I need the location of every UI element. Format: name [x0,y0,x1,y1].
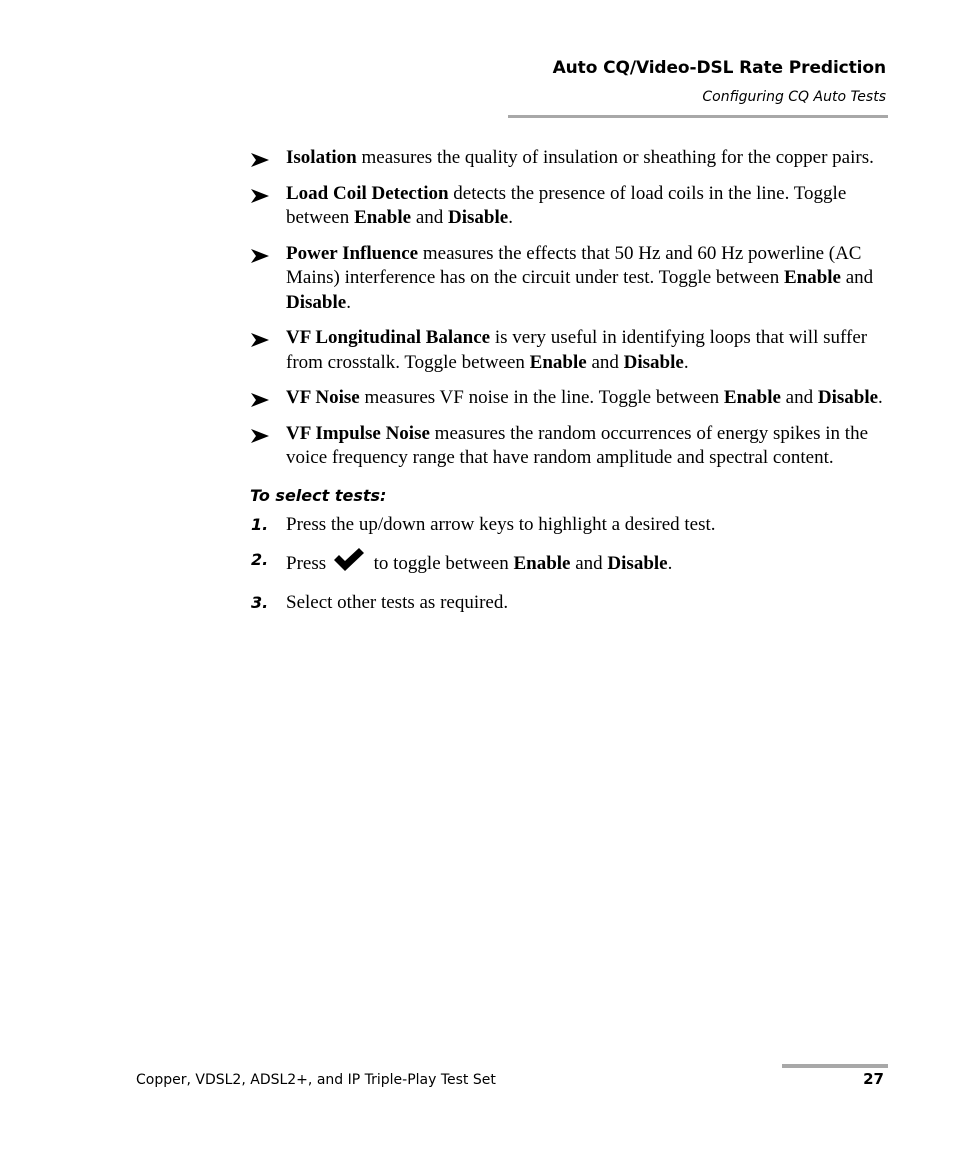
arrowhead-bullet-icon [251,183,269,203]
list-item-isolation [250,146,890,171]
conjunction-text: and [780,387,818,408]
page-header [553,56,886,110]
step-item [250,548,890,580]
option-enable: Enable [354,207,412,228]
period-text: . [683,351,689,373]
term-vf-longitudinal-balance: VF Longitudinal Balance [286,327,491,348]
option-disable: Disable [817,387,879,408]
arrowhead-bullet-icon [251,327,269,347]
term-load-coil-detection: Load Coil Detection [286,182,449,204]
conjunction-text: and [586,351,624,373]
option-disable: Disable [448,207,509,228]
period-text: . [667,553,673,574]
chapter-title: Auto CQ/Video-DSL Rate Prediction [552,58,886,78]
description-text: measures the random occurrences of energy spikes in the voice frequency range that have random amplitude and spectral content. [286,422,868,468]
term-vf-impulse-noise: VF Impulse Noise [286,422,430,444]
list-item-vf-impulse-noise [250,422,890,471]
conjunction-text: and [411,207,449,228]
checkmark-icon [333,548,365,580]
list-item-vf-longitudinal-balance [250,326,890,375]
step-text: Press the up/down arrow keys to highlight a desired test. [286,513,716,535]
option-disable: Disable [607,553,668,574]
footer-divider [782,1064,888,1068]
period-text: . [878,387,883,408]
option-disable: Disable [623,351,684,373]
step-number: 1. [251,514,269,534]
conjunction-text: and [570,553,608,574]
header-divider [508,115,888,118]
conjunction-text: and [840,267,874,288]
period-text: . [508,207,513,228]
period-text: . [346,291,351,313]
arrowhead-bullet-icon [251,147,269,167]
section-title: Configuring CQ Auto Tests [702,89,886,105]
arrowhead-bullet-icon [251,423,269,443]
step-text: to toggle between [368,553,514,574]
step-item [250,513,890,538]
page-number: 27 [863,1070,884,1088]
option-disable: Disable [286,291,347,313]
test-description-list [250,146,890,471]
description-text: is very useful in identifying loops that will suffer from crosstalk. Toggle between [286,327,868,373]
arrowhead-bullet-icon [251,387,269,407]
option-enable: Enable [723,387,781,408]
term-isolation: Isolation [286,147,357,168]
step-item [250,591,890,616]
description-text: measures the effects that 50 Hz and 60 Hz powerline (AC Mains) interference has on the circuit under test. Toggle between [286,242,862,288]
list-item-power-influence [250,242,890,316]
list-item-vf-noise [250,386,890,411]
step-number: 3. [251,592,269,612]
arrowhead-bullet-icon [251,243,269,263]
option-enable: Enable [513,553,571,574]
step-number: 2. [251,550,269,569]
option-enable: Enable [783,267,841,288]
description-text: detects the presence of load coils in the line. Toggle between [286,182,847,228]
term-vf-noise: VF Noise [286,387,360,408]
product-name: Copper, VDSL2, ADSL2+, and IP Triple-Play Test Set [136,1072,496,1088]
step-text: Select other tests as required. [286,591,509,613]
option-enable: Enable [529,351,587,373]
term-power-influence: Power Influence [286,242,419,264]
main-content [250,146,890,626]
description-text: measures the quality of insulation or sheathing for the copper pairs. [356,147,874,168]
step-text-pre: Press [286,553,331,574]
description-text: measures VF noise in the line. Toggle between [359,387,724,408]
list-item-load-coil-detection [250,182,890,231]
procedure-heading: To select tests: [250,485,387,505]
procedure-steps [250,513,890,616]
